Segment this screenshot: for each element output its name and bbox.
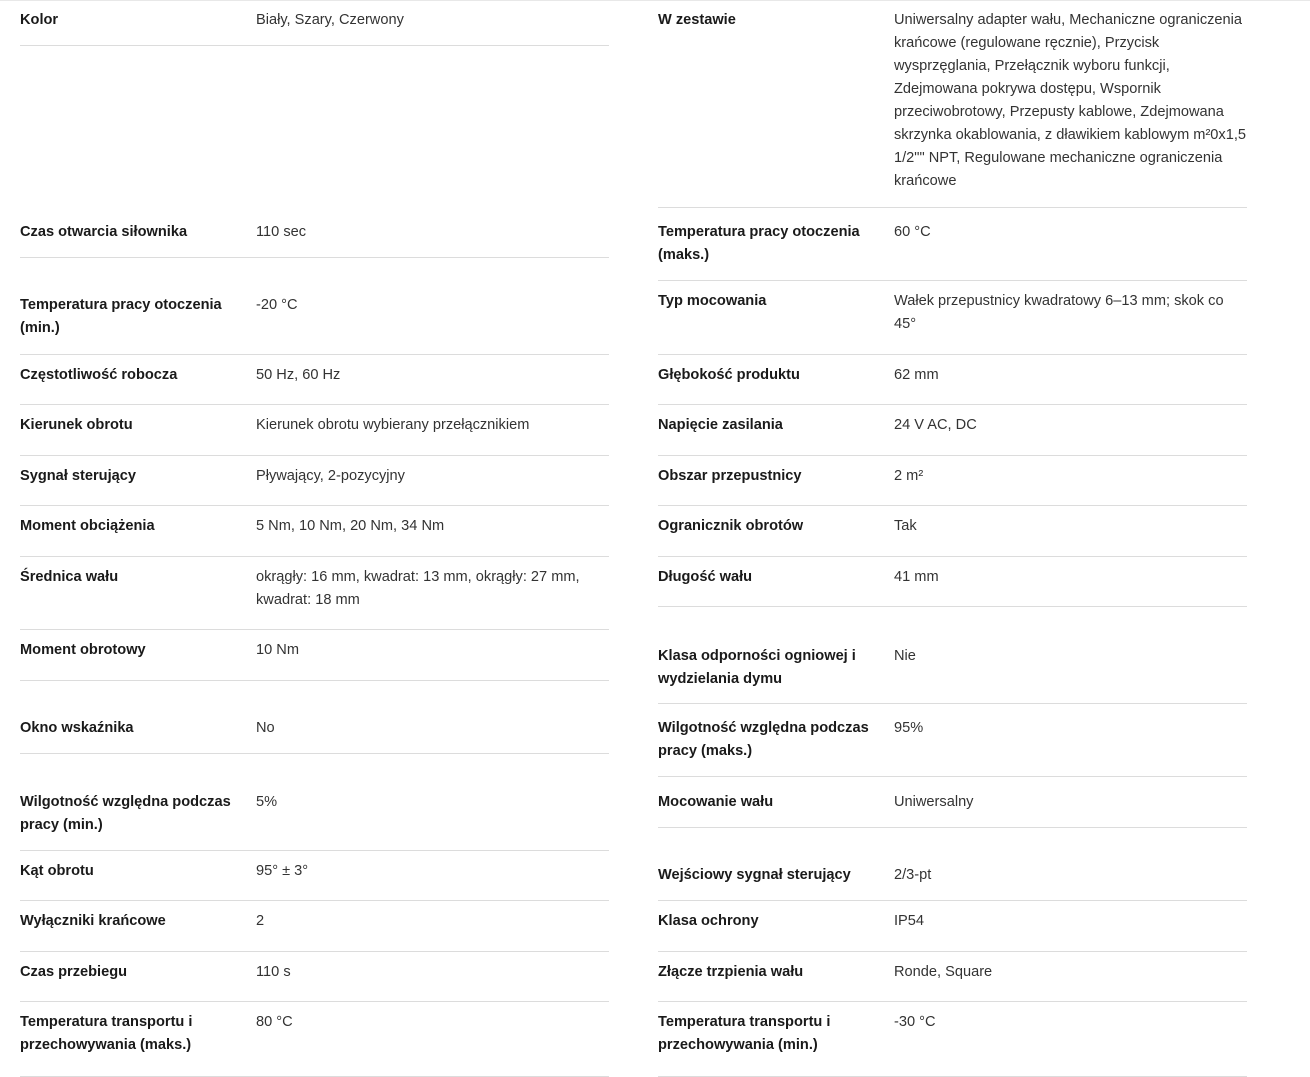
spec-row xyxy=(20,0,609,46)
spec-label: Kierunek obrotu xyxy=(20,417,133,433)
spec-label: Obszar przepustnicy xyxy=(658,468,802,484)
spec-value: 2 m² xyxy=(894,468,924,484)
spec-row xyxy=(658,777,1247,828)
spec-label: Kolor xyxy=(20,12,59,28)
spec-row xyxy=(658,0,1247,208)
spec-label: W zestawie xyxy=(658,12,736,28)
spec-table-left xyxy=(20,0,609,1077)
spec-label: Głębokość produktu xyxy=(658,367,800,383)
spec-row xyxy=(20,456,609,506)
spec-value: -30 °C xyxy=(894,1014,936,1030)
spec-label: Klasa odporności ogniowej i wydzielania dymu xyxy=(658,648,856,687)
spec-value: Kierunek obrotu wybierany przełącznikiem xyxy=(256,417,530,433)
spec-value: 50 Hz, 60 Hz xyxy=(256,367,341,383)
spec-row xyxy=(658,557,1247,607)
spec-row xyxy=(20,1002,609,1077)
spec-label: Złącze trzpienia wału xyxy=(658,964,804,980)
spec-row xyxy=(658,828,1247,901)
spec-row xyxy=(20,355,609,405)
spec-row xyxy=(658,952,1247,1002)
spec-value: 95° ± 3° xyxy=(256,863,309,879)
spec-label: Temperatura transportu i przechowywania (min.) xyxy=(658,1014,831,1053)
spec-value: IP54 xyxy=(894,913,925,929)
spec-label: Okno wskaźnika xyxy=(20,720,134,736)
spec-label: Średnica wału xyxy=(20,569,119,585)
spec-value: Uniwersalny xyxy=(894,794,974,810)
spec-row xyxy=(20,681,609,754)
spec-row xyxy=(20,952,609,1002)
spec-value: 41 mm xyxy=(894,569,939,585)
spec-row xyxy=(658,405,1247,456)
spec-label: Wyłączniki krańcowe xyxy=(20,913,166,929)
spec-label: Moment obrotowy xyxy=(20,642,146,658)
spec-label: Wejściowy sygnał sterujący xyxy=(658,867,851,883)
spec-label: Moment obciążenia xyxy=(20,518,155,534)
spec-row xyxy=(658,208,1247,281)
spec-value: Uniwersalny adapter wału, Mechaniczne ograniczenia krańcowe (regulowane ręcznie), Przycisk wysprzęglania, Przełącznik wyboru funkcji, Zdejmowana pokrywa dostępu, Wspornik przeciwobrotowy, Przepusty kablowe, Zdejmowana skrzynka okablowania, z dławikiem kablowym m²0x1,5 1/2"" NPT, Regulowane mechaniczne ograniczenia krańcowe xyxy=(894,12,1247,189)
spec-row xyxy=(658,355,1247,405)
spec-value: 10 Nm xyxy=(256,642,299,658)
spec-value: 62 mm xyxy=(894,367,939,383)
spec-value: okrągły: 16 mm, kwadrat: 13 mm, okrągły: 27 mm, kwadrat: 18 mm xyxy=(256,569,580,608)
spec-row xyxy=(658,1002,1247,1077)
spec-row xyxy=(20,754,609,851)
spec-label: Napięcie zasilania xyxy=(658,417,783,433)
spec-label: Kąt obrotu xyxy=(20,863,94,879)
spec-label: Klasa ochrony xyxy=(658,913,759,929)
spec-label: Czas otwarcia siłownika xyxy=(20,224,188,240)
spec-row xyxy=(658,506,1247,557)
spec-value: -20 °C xyxy=(256,297,298,313)
spec-table-right xyxy=(658,0,1247,1077)
spec-value: Biały, Szary, Czerwony xyxy=(256,12,404,28)
spec-label: Czas przebiegu xyxy=(20,964,128,980)
spec-value: 5 Nm, 10 Nm, 20 Nm, 34 Nm xyxy=(256,518,445,534)
spec-value: 2 xyxy=(256,913,265,929)
spec-row xyxy=(20,46,609,258)
spec-row xyxy=(20,851,609,901)
spec-row xyxy=(20,506,609,557)
spec-value: 60 °C xyxy=(894,224,931,240)
spec-value: Pływający, 2-pozycyjny xyxy=(256,468,405,484)
spec-value: 95% xyxy=(894,720,924,736)
spec-label: Temperatura pracy otoczenia (maks.) xyxy=(658,224,860,263)
spec-row xyxy=(658,607,1247,704)
spec-row xyxy=(658,704,1247,777)
spec-value: 2/3-pt xyxy=(894,867,932,883)
spec-label: Sygnał sterujący xyxy=(20,468,136,484)
spec-label: Długość wału xyxy=(658,569,753,585)
spec-row xyxy=(20,630,609,681)
spec-row xyxy=(20,557,609,630)
spec-label: Wilgotność względna podczas pracy (min.) xyxy=(20,794,231,833)
spec-value: 110 sec xyxy=(256,224,307,240)
spec-row xyxy=(658,901,1247,952)
spec-value: No xyxy=(256,720,275,736)
spec-label: Typ mocowania xyxy=(658,293,767,309)
spec-row xyxy=(658,456,1247,506)
spec-label: Temperatura transportu i przechowywania (maks.) xyxy=(20,1014,193,1053)
spec-value: 110 s xyxy=(256,964,291,980)
spec-value: Nie xyxy=(894,648,916,664)
spec-label: Ogranicznik obrotów xyxy=(658,518,804,534)
spec-value: 24 V AC, DC xyxy=(894,417,977,433)
spec-value: 5% xyxy=(256,794,278,810)
spec-row xyxy=(20,901,609,952)
spec-row xyxy=(20,258,609,355)
spec-label: Mocowanie wału xyxy=(658,794,774,810)
spec-value: Tak xyxy=(894,518,917,534)
spec-value: Ronde, Square xyxy=(894,964,993,980)
spec-value: 80 °C xyxy=(256,1014,293,1030)
spec-row xyxy=(20,405,609,456)
spec-row xyxy=(658,281,1247,355)
spec-value: Wałek przepustnicy kwadratowy 6–13 mm; skok co 45° xyxy=(894,293,1224,332)
spec-label: Wilgotność względna podczas pracy (maks.) xyxy=(658,720,869,759)
spec-label: Temperatura pracy otoczenia (min.) xyxy=(20,297,222,336)
spec-label: Częstotliwość robocza xyxy=(20,367,178,383)
